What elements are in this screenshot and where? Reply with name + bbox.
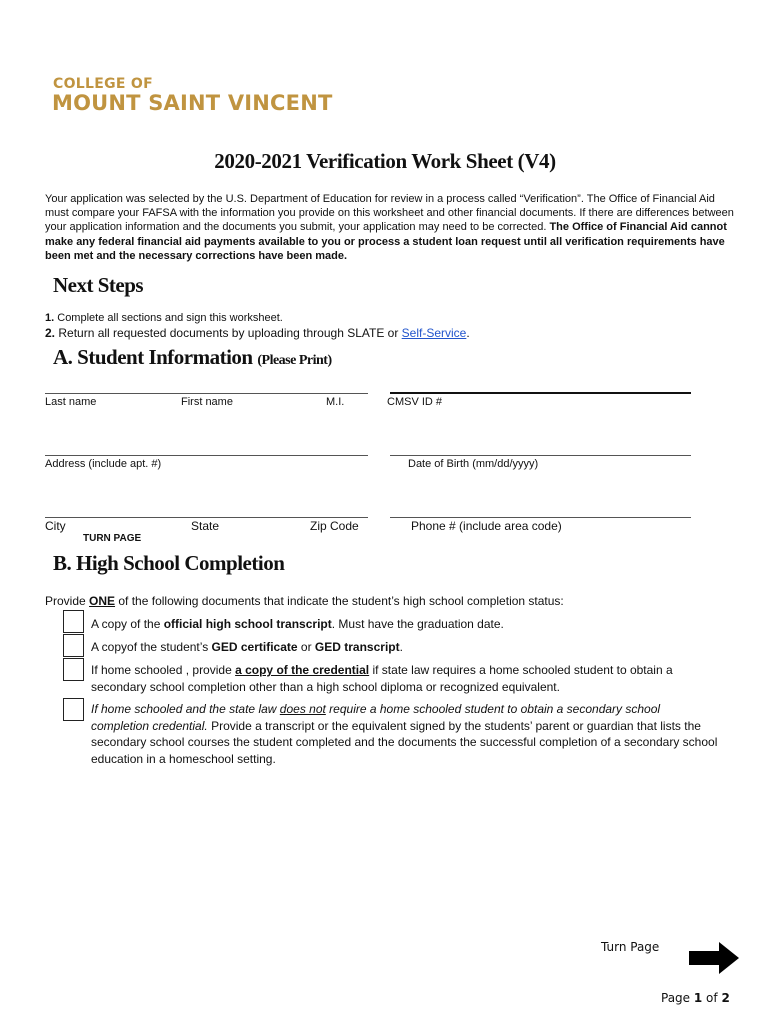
- college-logo-line2: MOUNT SAINT VINCENT: [52, 91, 333, 115]
- intro-bold-text: The Office of Financial Aid cannot make any federal financial aid payments available to you or process a student loan request until all verification requirements have been met and the necessary corrections have been made.: [45, 221, 727, 262]
- option-3-text-c: if state law requires a home schooled student to obtain a secondary school completion other than a high school diploma or recognized equivalent.: [91, 663, 673, 694]
- option-homeschool: [91, 701, 721, 767]
- option-2-text-d: GED transcript: [314, 640, 400, 654]
- phone-label: Phone # (include area code): [411, 519, 562, 533]
- option-2-text-a: A copyof the student’s: [91, 640, 212, 654]
- address-label: Address (include apt. #): [45, 458, 162, 470]
- turn-page-note: TURN PAGE: [83, 533, 142, 544]
- option-4-italic-a: If home schooled and the state law: [91, 702, 280, 716]
- state-label: State: [191, 519, 220, 533]
- turn-page-arrow-icon[interactable]: [689, 942, 739, 979]
- option-2-text-b: GED certificate: [211, 640, 298, 654]
- step-2: [45, 326, 470, 340]
- option-transcript: [91, 616, 721, 633]
- step-1-number: 1.: [45, 312, 55, 324]
- provide-one: ONE: [89, 594, 116, 608]
- option-3-text-a: If home schooled , provide: [91, 663, 236, 677]
- provide-post: of the following documents that indicate the student’s high school completion status:: [115, 594, 564, 608]
- step-1-text: Complete all sections and sign this worksheet.: [54, 312, 283, 324]
- intro-text: Your application was selected by the U.S. Department of Education for review in a process called “Verification”. The Office of Financial Aid must compare your FAFSA with the information you provide on this worksheet and other financial documents. If there are differences between your application information and the documents you submit, your application may need to be corrected.: [45, 193, 734, 234]
- option-4-italic-c: require a home schooled student to obtain a secondary school completion credential.: [91, 702, 661, 733]
- option-credential: [91, 662, 721, 695]
- page-number: [661, 991, 730, 1005]
- city-label: City: [45, 519, 66, 533]
- first-name-label: First name: [181, 396, 233, 408]
- last-name-label: Last name: [45, 396, 97, 408]
- city-state-zip-field-line[interactable]: [45, 517, 368, 518]
- intro-paragraph: [45, 192, 735, 263]
- dob-field-line[interactable]: [390, 455, 691, 456]
- page-current: 1: [693, 991, 703, 1005]
- provide-pre: Provide: [45, 594, 90, 608]
- section-a-subtitle: (Please Print): [257, 353, 332, 368]
- checkbox-ged[interactable]: [63, 634, 84, 657]
- page-of: of: [702, 991, 722, 1005]
- page-total: 2: [721, 991, 730, 1005]
- page-title: 2020-2021 Verification Work Sheet (V4): [214, 149, 556, 173]
- option-2-text-c: or: [297, 640, 315, 654]
- dob-label: Date of Birth (mm/dd/yyyy): [408, 458, 539, 470]
- section-a-title: A. Student Information: [53, 345, 253, 369]
- option-1-text-a: A copy of the: [91, 617, 164, 631]
- section-b-heading: B. High School Completion: [53, 551, 285, 575]
- checkbox-transcript[interactable]: [63, 610, 84, 633]
- turn-page-label: Turn Page: [601, 940, 660, 954]
- name-field-line[interactable]: [45, 393, 368, 394]
- step-1: [45, 312, 283, 324]
- cmsv-id-field-line[interactable]: [390, 392, 691, 394]
- section-a-heading: [53, 345, 332, 370]
- provide-instruction: [45, 594, 564, 608]
- checkbox-credential[interactable]: [63, 658, 84, 681]
- option-2-text-e: .: [399, 640, 403, 654]
- checkbox-homeschool[interactable]: [63, 698, 84, 721]
- college-logo-line1: COLLEGE OF: [53, 76, 153, 92]
- option-ged: [91, 639, 721, 656]
- option-1-text-b: official high school transcript: [163, 617, 332, 631]
- option-4-text: Provide a transcript or the equivalent signed by the students’ parent or guardian that lists the secondary school courses the student completed and the documents the successful completion of a secondary school education in a homeschool setting.: [91, 718, 718, 766]
- step-2-text: Return all requested documents by uploading through SLATE or: [55, 326, 402, 340]
- option-3-text-b: a copy of the credential: [235, 663, 370, 677]
- self-service-link[interactable]: Self-Service: [401, 326, 467, 340]
- option-1-text-c: . Must have the graduation date.: [331, 617, 504, 631]
- phone-field-line[interactable]: [390, 517, 691, 518]
- option-4-italic-b: does not: [279, 702, 326, 716]
- address-field-line[interactable]: [45, 455, 368, 456]
- mi-label: M.I.: [326, 396, 345, 408]
- step-2-number: 2.: [45, 326, 56, 340]
- next-steps-heading: Next Steps: [53, 273, 144, 297]
- zip-label: Zip Code: [310, 519, 359, 533]
- page-pre: Page: [661, 991, 694, 1005]
- step-2-end: .: [466, 326, 470, 340]
- cmsv-id-label: CMSV ID #: [387, 396, 443, 408]
